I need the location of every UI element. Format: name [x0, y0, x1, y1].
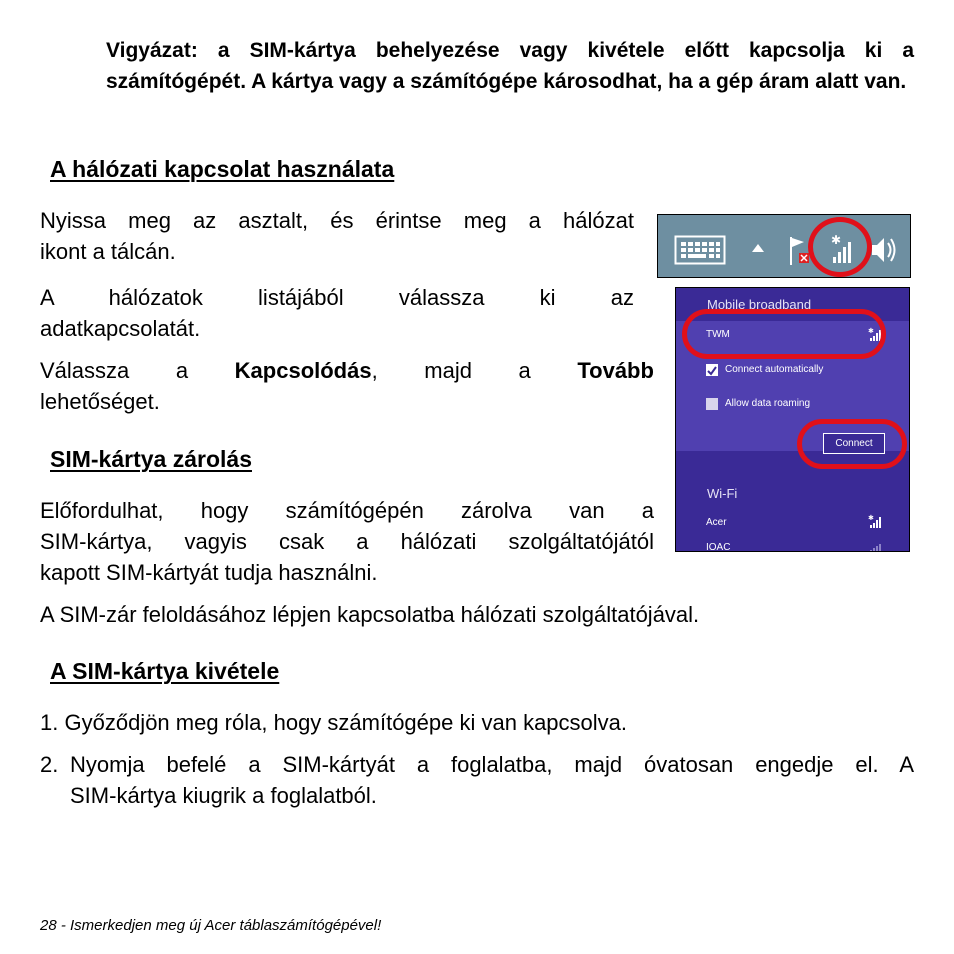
wifi-network-acer[interactable]: Acer: [706, 517, 727, 528]
connect-automatically-checkbox[interactable]: [706, 364, 718, 376]
s1-p2-line1: A hálózatok listájából válassza ki az: [40, 285, 634, 310]
s1-p3-word: Válassza: [40, 358, 130, 383]
wifi-label: Wi-Fi: [707, 486, 738, 501]
s1-p3-word: a: [518, 358, 531, 383]
s1-p3-word: majd: [424, 358, 472, 383]
highlight-circle: [808, 217, 872, 277]
chevron-up-icon[interactable]: [751, 243, 765, 253]
s1-p3-bold-connect: Kapcsolódás,: [234, 358, 378, 383]
warning-text: Vigyázat: a SIM-kártya behelyezése vagy kivétele előtt kapcsolja ki a számítógépét. A kártya vagy a számítógépe károsodhat, ha a gép áram alatt van.: [106, 39, 914, 93]
list-number: 1.: [40, 710, 59, 735]
connect-button[interactable]: Connect: [823, 433, 885, 454]
s2-p1-line3: kapott SIM-kártyát tudja használni.: [40, 560, 378, 585]
s1-p1-line2: ikont a tálcán.: [40, 239, 176, 264]
list-item: [40, 749, 914, 780]
s1-p1-line1: Nyissa meg az asztalt, és érintse meg a hálózat: [40, 208, 634, 233]
highlight-oval-connect: [797, 419, 907, 469]
list-text-line2: SIM-kártya kiugrik a foglalatból.: [70, 783, 377, 808]
s1-p3-line2: lehetőséget.: [40, 389, 160, 414]
checkmark-icon: [706, 365, 718, 377]
network-name-twm: TWM: [706, 329, 730, 340]
speaker-icon[interactable]: [870, 235, 898, 265]
taskbar-screenshot: [657, 214, 911, 278]
s1-p3-word: a: [175, 358, 189, 383]
heading-sim-removal: A SIM-kártya kivétele: [50, 658, 280, 684]
keyboard-icon: [674, 235, 726, 265]
wifi-signal-icon: [868, 540, 884, 552]
list-item: [40, 707, 627, 738]
svg-text:✱: ✱: [831, 233, 842, 247]
page-footer: 28 - Ismerkedjen meg új Acer táblaszámítógépével!: [40, 917, 382, 934]
svg-text:✱: ✱: [868, 327, 874, 335]
s1-p3-line1: [40, 355, 654, 386]
heading-sim-lock: SIM-kártya zárolás: [50, 446, 252, 472]
highlight-oval-network: [682, 309, 886, 359]
wifi-network-ioac[interactable]: IOAC: [706, 542, 731, 552]
s2-p1-line2: SIM-kártya, vagyis csak a hálózati szolgáltatójától: [40, 529, 654, 554]
s1-p2-line2: adatkapcsolatát.: [40, 316, 201, 341]
connect-automatically-label: Connect automatically: [725, 364, 824, 375]
s2-p1-line1: Előfordulhat, hogy számítógépén zárolva van a: [40, 498, 654, 523]
mobile-broadband-label: Mobile broadband: [707, 297, 812, 312]
allow-roaming-label: Allow data roaming: [725, 398, 811, 409]
list-number: 2.: [40, 752, 59, 777]
s1-p3-bold-next: Tovább: [577, 358, 654, 383]
allow-roaming-checkbox[interactable]: [706, 398, 718, 410]
list-text: Győződjön meg róla, hogy számítógépe ki van kapcsolva.: [64, 710, 628, 735]
heading-network-connection: A hálózati kapcsolat használata: [50, 156, 395, 182]
svg-text:✱: ✱: [868, 514, 874, 522]
list-text-line1: Nyomja befelé a SIM-kártyát a foglalatba, majd óvatosan engedje el. A: [70, 752, 914, 777]
wifi-signal-icon: [868, 513, 884, 529]
flag-icon[interactable]: [788, 235, 810, 267]
s2-p2: A SIM-zár feloldásához lépjen kapcsolatba hálózati szolgáltatójával.: [40, 602, 700, 627]
